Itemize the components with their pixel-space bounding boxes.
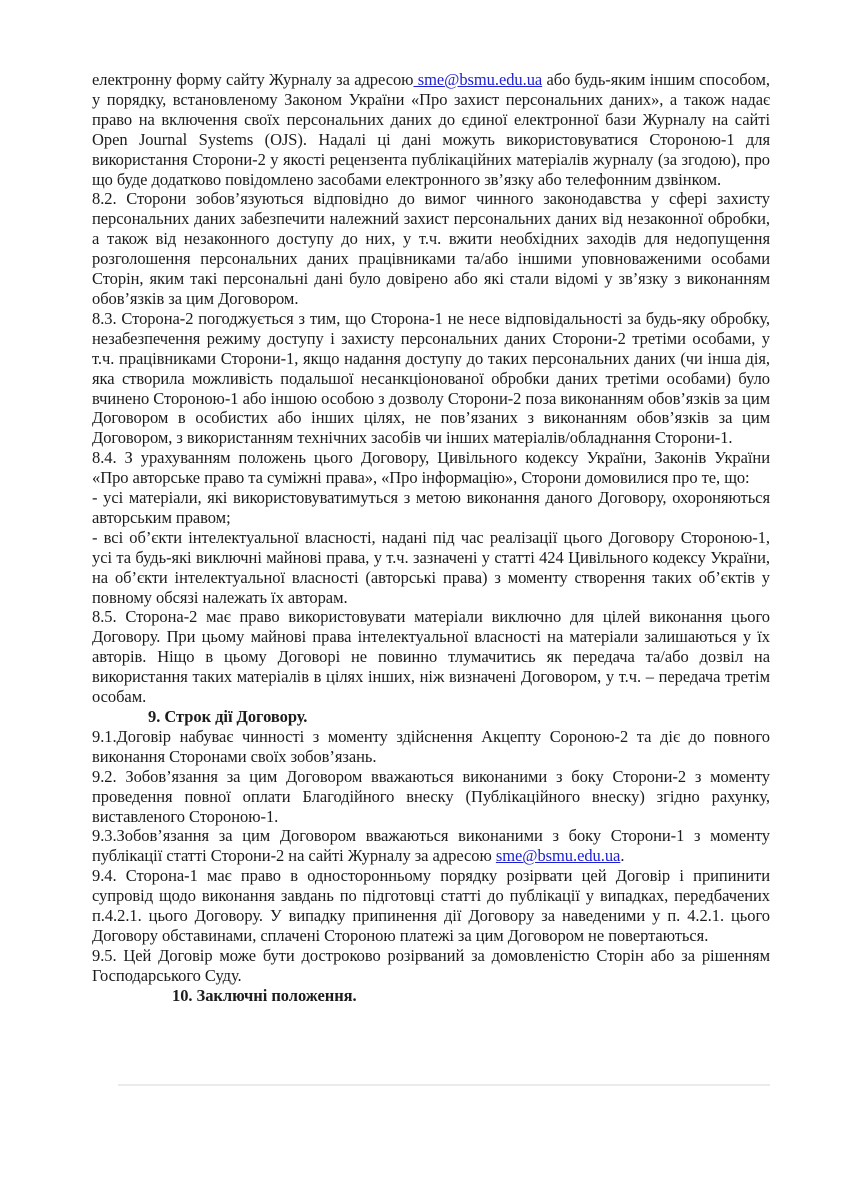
clause-8-4-item-2 [92,528,770,608]
text-segment: 9.5. Цей Договір може бути достроково розірваний за домовленістю Сторін або за рішенням Господарського Суду. [92,945,770,985]
text-segment: електронну форму сайту Журналу за адресою [92,70,414,89]
text-segment: 9.1.Договір набуває чинності з моменту здійснення Акцепту Сороною-2 та діє до повного виконання Сторонами своїх зобов’язань. [92,726,770,766]
clause-8-4-item-1 [92,488,770,528]
email-link[interactable]: sme@bsmu.edu.ua [495,846,621,866]
section-9-heading [148,707,770,727]
clause-8-5 [92,607,770,707]
text-segment: 9. Строк дії Договору. [148,707,308,726]
text-segment: - усі матеріали, які використовуватимуться з метою виконання даного Договору, охороняються авторським правом; [92,488,770,527]
text-segment: 8.5. Сторона-2 має право використовувати матеріали виключно для цілей виконання цього Договору. При цьому майнові права інтелектуальної власності на матеріали залишаються у їх авторів. Ніщо в цьому Договорі не повинно тлумачитись як передача та/або дозвіл на використання таких матеріалів в цілях інших, ніж визначені Договором, у т.ч. – передача третім особам. [92,607,770,707]
text-segment: 9.3.Зобов’язання за цим Договором вважаються виконаними з боку Сторони-1 з моменту публікації статті Сторони-2 на сайті Журналу за адресою [92,826,770,866]
text-segment: - всі об’єкти інтелектуальної власності, надані під час реалізації цього Договору Стороною-1, усі та будь-які виключні майнові права, у т.ч. зазначені у статті 424 Цивільного кодексу України, на об’єкти інтелектуальної власності (авторські права) з моменту створення таких об’єктів у повному обсязі належать їх авторам. [92,527,770,607]
clause-8-1-continuation [92,70,770,189]
text-segment: 8.2. Сторони зобов’язуються відповідно до вимог чинного законодавства у сфері захисту персональних даних забезпечити належний захист персональних даних від незаконної обробки, а також від незаконного доступу до них, у т.ч. вжити необхідних заходів для недопущення розголошення персональних даних працівниками та/або іншими уповноваженими особами Сторін, яким такі персональні дані було довірено або які стали відомі у зв’язку з виконанням обов’язків за цим Договором. [92,189,770,308]
email-link[interactable]: sme@bsmu.edu.ua [413,70,543,89]
text-segment: . [620,846,625,866]
clause-9-2 [92,767,770,827]
text-segment: 8.3. Сторона-2 погоджується з тим, що Сторона-1 не несе відповідальності за будь-яку обробку, незабезпечення режиму доступу і захисту персональних даних Сторони-2 третіми особами, у т.ч. працівниками Сторони-1, якщо надання доступу до таких персональних даних (чи інша дія, яка створила можливість подальшої несанкціонованої обробки даних третіми особами) було вчинено Стороною-1 або іншою особою з дозволу Сторони-2 поза виконанням обов’язків за цим Договором в особистих або інших цілях, не пов’язаних з виконанням обов’язків за цим Договором, з використанням технічних засобів чи інших матеріалів/обладнання Сторони-1. [92,308,770,448]
text-segment: 9.4. Сторона-1 має право в односторонньому порядку розірвати цей Договір і припинити супровід щодо виконання завдань по підготовці статті до публікації у випадках, передбачених п.4.2.1. цього Договору. У випадку припинення дії Договору за наведеними у п. 4.2.1. цього Договору обставинами, сплачені Стороною платежі за цим Договором не повертаються. [92,866,770,945]
text-segment: 8.4. З урахуванням положень цього Договору, Цивільного кодексу України, Законів України «Про авторське право та суміжні права», «Про інформацію», Сторони домовилися про те, що: [92,448,770,488]
text-segment: або будь-яким іншим способом, у порядку, встановленому Законом України «Про захист персональних даних», а також надає право на включення своїх персональних даних до єдиної електронної бази Журналу на сайті Open Journal Systems (OJS). Надалі ці дані можуть використовуватися Стороною-1 для використання Сторони-2 у якості рецензента публікаційних матеріалів журналу (за згодою), про що буде додатково повідомлено засобами електронного зв’язку або телефонним дзвінком. [92,70,770,189]
text-segment: 9.2. Зобов’язання за цим Договором вважаються виконаними з боку Сторони-2 з моменту проведення повної оплати Благодійного внеску (Публікаційного внеску) згідно рахунку, виставленого Стороною-1. [92,766,770,826]
clause-8-2 [92,189,770,308]
clause-8-4 [92,448,770,488]
clause-9-3 [92,826,770,866]
faint-divider [118,1084,770,1086]
clause-9-1 [92,727,770,767]
text-segment: 10. Заключні положення. [172,985,357,1005]
section-10-heading [172,986,770,1006]
clause-9-5 [92,946,770,986]
clause-9-4 [92,866,770,946]
document-body [92,70,770,1006]
clause-8-3 [92,309,770,448]
